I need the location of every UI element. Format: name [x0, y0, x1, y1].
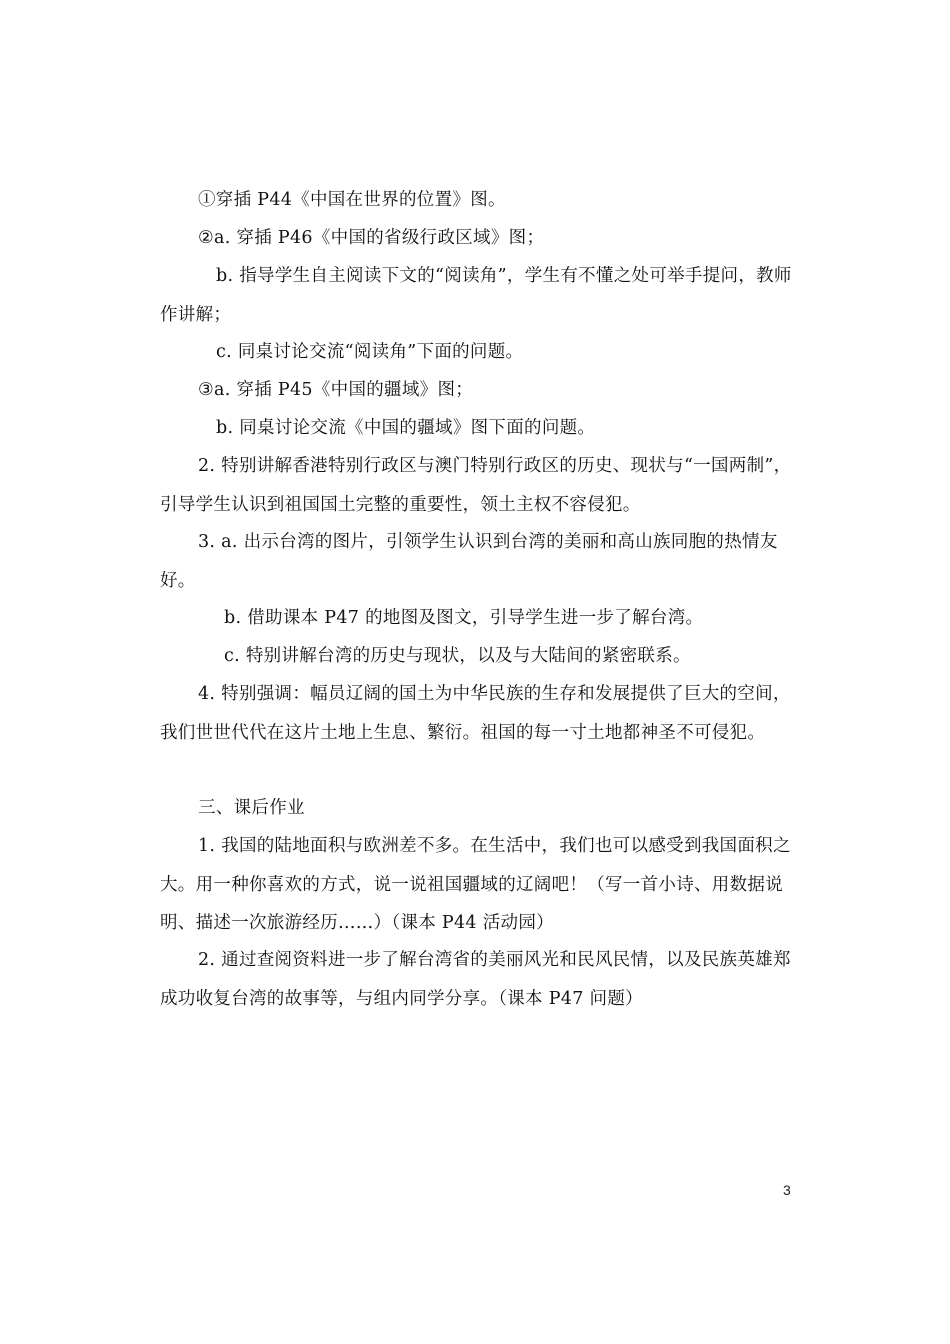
- section-heading-homework: 三、课后作业: [198, 798, 305, 818]
- paragraph-desk-discussion: c. 同桌讨论交流“阅读角”下面的问题。: [216, 342, 524, 362]
- paragraph-taiwan-map: b. 借助课本 P47 的地图及图文，引导学生进一步了解台湾。: [224, 608, 704, 628]
- paragraph-map-p46: ②a. 穿插 P46《中国的省级行政区域》图；: [198, 228, 545, 248]
- homework-item-2: 2. 通过查阅资料进一步了解台湾省的美丽风光和民风民情，以及民族英雄郑成功收复台湾的故事等，与组内同学分享。（课本 P47 问题）: [160, 950, 791, 1009]
- homework-item-1: 1. 我国的陆地面积与欧洲差不多。在生活中，我们也可以感受到我国面积之大。用一种你喜欢的方式，说一说祖国疆域的辽阔吧！（写一首小诗、用数据说明、描述一次旅游经历……）（课本 P44 活动园）: [160, 836, 791, 933]
- paragraph-hongkong-macau: 2. 特别讲解香港特别行政区与澳门特别行政区的历史、现状与“一国两制”，引导学生认识到祖国国土完整的重要性，领土主权不容侵犯。: [160, 456, 792, 515]
- paragraph-map-p44: ①穿插 P44《中国在世界的位置》图。: [198, 190, 506, 210]
- paragraph-reading-guide: b. 指导学生自主阅读下文的“阅读角”，学生有不懂之处可举手提问，教师作讲解；: [160, 266, 792, 325]
- paragraph-map-p45: ③a. 穿插 P45《中国的疆域》图；: [198, 380, 474, 400]
- page-number: 3: [783, 1182, 791, 1198]
- paragraph-taiwan-pictures: 3. a. 出示台湾的图片，引领学生认识到台湾的美丽和高山族同胞的热情友好。: [160, 532, 778, 591]
- paragraph-emphasis: 4. 特别强调：幅员辽阔的国土为中华民族的生存和发展提供了巨大的空间，我们世世代代在这片土地上生息、繁衍。祖国的每一寸土地都神圣不可侵犯。: [160, 684, 791, 743]
- paragraph-territory-discussion: b. 同桌讨论交流《中国的疆域》图下面的问题。: [216, 418, 596, 438]
- paragraph-taiwan-history: c. 特别讲解台湾的历史与现状，以及与大陆间的紧密联系。: [224, 646, 691, 666]
